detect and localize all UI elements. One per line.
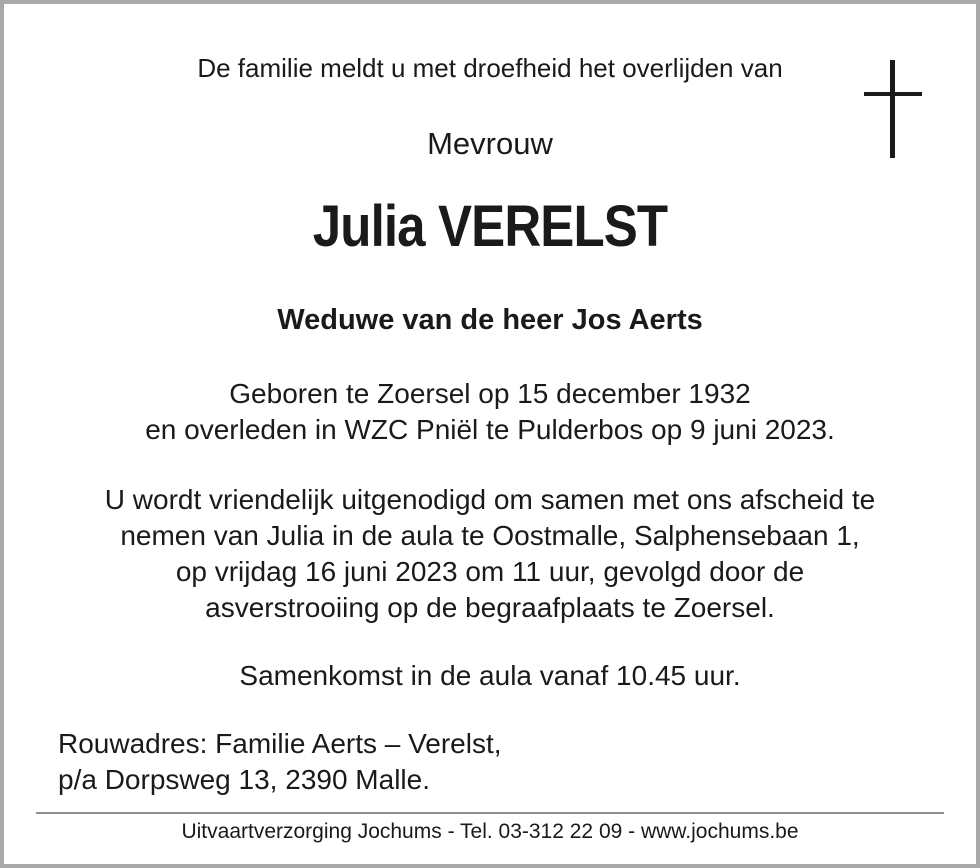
birth-line: Geboren te Zoersel op 15 december 1932 xyxy=(229,378,751,409)
invitation-line: op vrijdag 16 juni 2023 om 11 uur, gevolgd door de xyxy=(175,556,805,587)
deceased-name: Julia VERELST xyxy=(312,194,668,259)
footer-divider xyxy=(36,812,944,814)
salutation: Mevrouw xyxy=(427,126,553,161)
relation-text: Weduwe van de heer Jos Aerts xyxy=(277,304,703,336)
invitation-line: asverstrooiing op de begraafplaats te Zoersel. xyxy=(205,592,775,623)
invitation-line: nemen van Julia in de aula te Oostmalle, Salphensebaan 1, xyxy=(120,520,860,551)
address-line: p/a Dorpsweg 13, 2390 Malle. xyxy=(58,764,430,795)
intro-text: De familie meldt u met droefheid het overlijden van xyxy=(197,53,783,83)
funeral-home-footer: Uitvaartverzorging Jochums - Tel. 03-312 22 09 - www.jochums.be xyxy=(181,820,799,843)
death-line: en overleden in WZC Pniël te Pulderbos op 9 juni 2023. xyxy=(145,414,835,445)
invitation-line: U wordt vriendelijk uitgenodigd om samen met ons afscheid te xyxy=(104,484,876,515)
gathering-text: Samenkomst in de aula vanaf 10.45 uur. xyxy=(239,660,741,691)
address-line: Rouwadres: Familie Aerts – Verelst, xyxy=(58,728,502,759)
